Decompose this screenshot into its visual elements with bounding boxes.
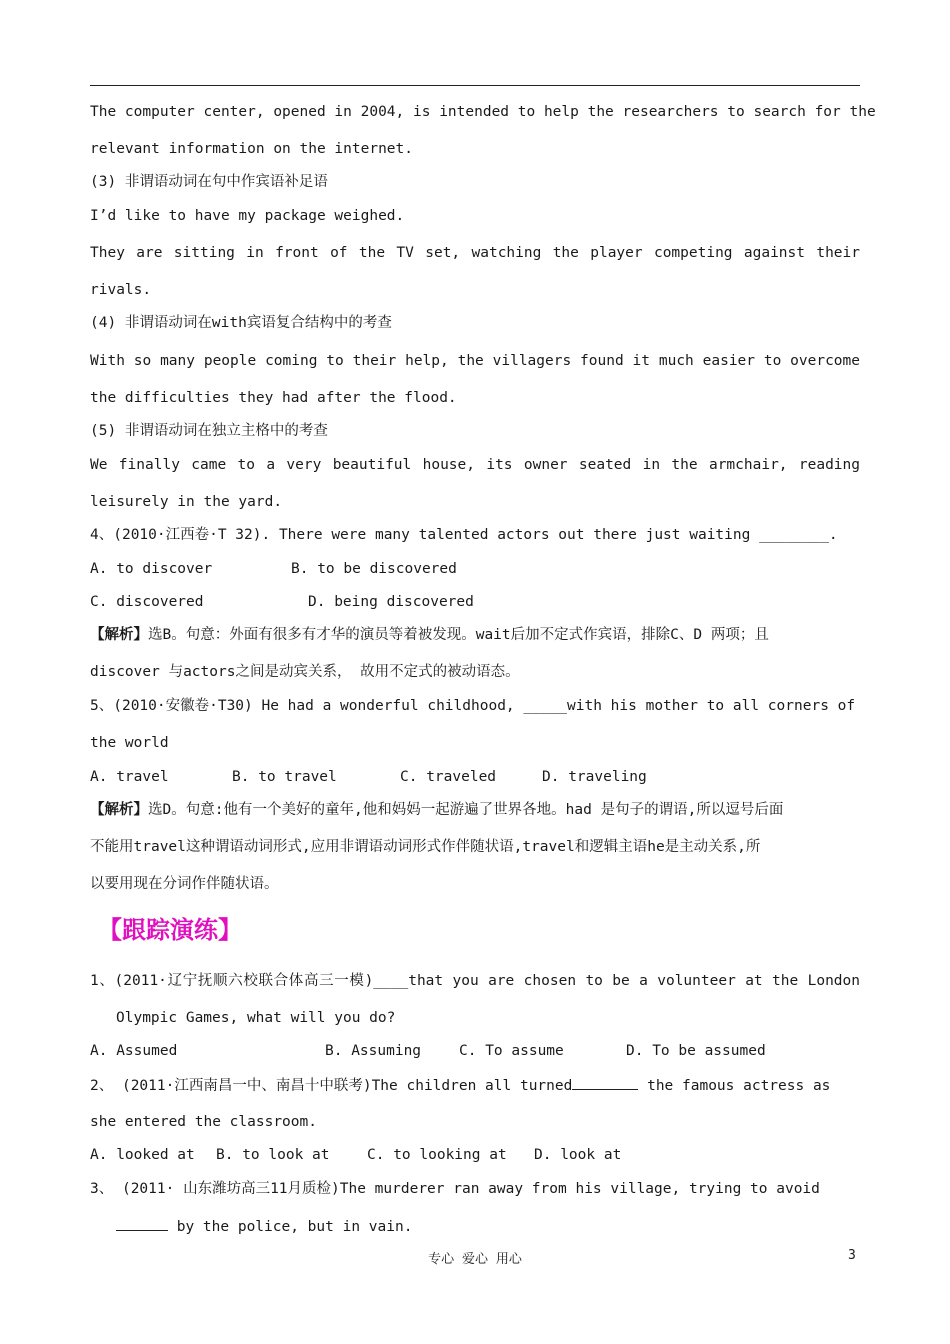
text-line: relevant information on the internet. (90, 141, 414, 157)
explanation-tag: 【解析】 (90, 627, 148, 643)
text-line: I’d like to have my package weighed. (90, 208, 405, 224)
option-c: C. To assume (459, 1043, 564, 1059)
text-line: Olympic Games, what will you do? (116, 1010, 396, 1026)
option-c: C. discovered (90, 594, 204, 610)
option-c: C. traveled (400, 769, 497, 785)
text-line (116, 1216, 860, 1237)
option-b: B. to travel (232, 769, 337, 785)
text-line: They are sitting in front of the TV set, watching the player competing against their (90, 245, 860, 261)
explanation-line (90, 800, 860, 820)
explanation-text: 选B。句意：外面有很多有才华的演员等着被发现。wait后加不定式作宾语，排除C、D 两项；且 (148, 627, 769, 643)
explanation-text: 选D。句意:他有一个美好的童年,他和妈妈一起游遍了世界各地。had 是句子的谓语,所以逗号后面 (148, 802, 784, 818)
practice-question-1: 1、(2011·辽宁抚顺六校联合体高三一模)____that you are chosen to be a volunteer at the London (90, 973, 860, 989)
explanation-line (90, 625, 860, 645)
option-d: D. look at (534, 1147, 622, 1163)
explanation-line: discover 与actors之间是动宾关系， 故用不定式的被动语态。 (90, 664, 520, 680)
practice-question-3: 3、 (2011· 山东潍坊高三11月质检)The murderer ran away from his village, trying to avoid (90, 1181, 820, 1197)
question-4: 4、(2010·江西卷·T 32). There were many talented actors out there just waiting ________. (90, 527, 838, 543)
text-line: rivals. (90, 282, 152, 298)
text-line: the difficulties they had after the flood. (90, 390, 457, 406)
option-a: A. Assumed (90, 1043, 178, 1059)
header-rule (90, 85, 860, 86)
option-a: A. to discover (90, 561, 213, 577)
question-text: by the police, but in vain. (168, 1219, 413, 1235)
page-footer: 专心 爱心 用心 (428, 1252, 522, 1267)
subheading: (3) 非谓语动词在句中作宾语补足语 (90, 174, 328, 190)
option-b: B. Assuming (325, 1043, 422, 1059)
option-d: D. being discovered (308, 594, 474, 610)
question-text: the famous actress as (638, 1078, 831, 1094)
section-heading: 【跟踪演练】 (98, 916, 242, 944)
text-line: the world (90, 735, 169, 751)
text-line: With so many people coming to their help, the villagers found it much easier to overcome (90, 353, 860, 369)
option-b: B. to look at (216, 1147, 330, 1163)
option-d: D. To be assumed (626, 1043, 766, 1059)
option-d: D. traveling (542, 769, 647, 785)
subheading: (4) 非谓语动词在with宾语复合结构中的考查 (90, 315, 392, 331)
page-number: 3 (848, 1248, 856, 1263)
option-a: A. travel (90, 769, 169, 785)
answer-blank (116, 1216, 168, 1231)
question-text: 2、 (2011·江西南昌一中、南昌十中联考)The children all turned (90, 1078, 573, 1094)
answer-blank (572, 1075, 638, 1090)
explanation-line: 以要用现在分词作伴随状语。 (90, 876, 279, 892)
subheading: (5) 非谓语动词在独立主格中的考查 (90, 423, 328, 439)
practice-question-2 (90, 1075, 860, 1096)
question-5: 5、(2010·安徽卷·T30) He had a wonderful childhood, _____with his mother to all corners of (90, 698, 856, 714)
explanation-tag: 【解析】 (90, 802, 148, 818)
option-a: A. looked at (90, 1147, 195, 1163)
text-line: leisurely in the yard. (90, 494, 283, 510)
option-b: B. to be discovered (291, 561, 457, 577)
text-line: she entered the classroom. (90, 1114, 317, 1130)
text-line: We finally came to a very beautiful house, its owner seated in the armchair, reading (90, 457, 860, 473)
text-line: The computer center, opened in 2004, is intended to help the researchers to search for the (90, 104, 876, 120)
explanation-line: 不能用travel这种谓语动词形式,应用非谓语动词形式作伴随状语,travel和逻辑主语he是主动关系,所 (90, 839, 761, 855)
option-c: C. to looking at (367, 1147, 507, 1163)
